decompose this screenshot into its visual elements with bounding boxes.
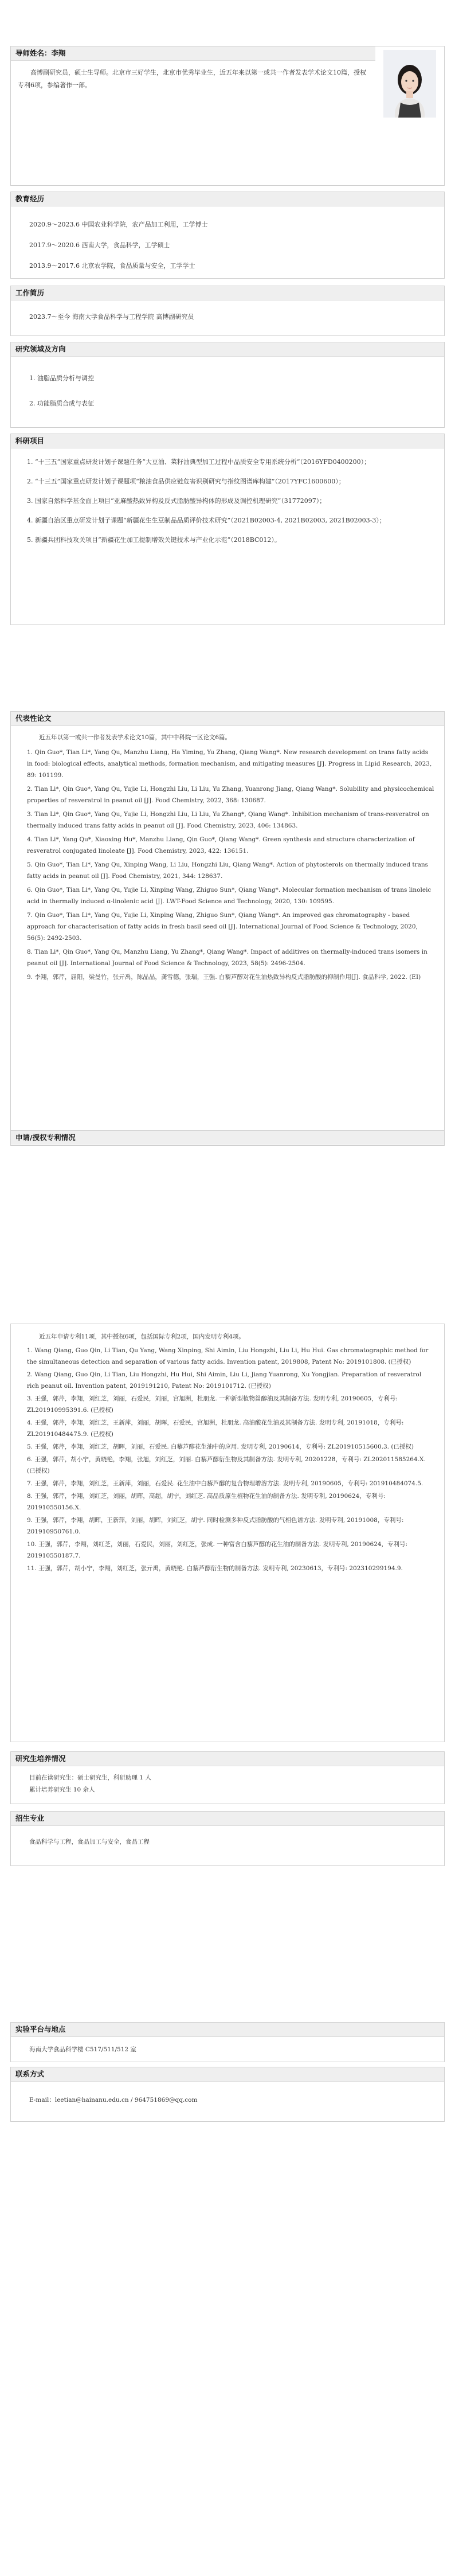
students-section — [10, 1751, 445, 1804]
research-heading: 研究领域及方向 — [11, 342, 444, 357]
project-item: 3. 国家自然科学基金面上项目“亚麻酸热致异构及反式脂肪酸异构体的形成及调控机理研究”（31772097）； — [27, 497, 326, 505]
education-item: 2013.9～2017.6 北京农学院，食品质量与安全，工学学士 — [29, 262, 195, 270]
work-item: 2023.7～至今 海南大学食品科学与工程学院 高博副研究员 — [29, 313, 194, 321]
project-item: 5. 新疆兵团科技攻关项目“新疆花生加工提制增效关键技术与产业化示范”（2018BC012）。 — [27, 536, 281, 544]
patent-item: 9. 王强，郭芹，李翔，胡晖，王新萍，刘丽，胡晖，刘红芝，胡宁. 同时检测多种反式脂肪酸的气相色谱方法. 发明专利, 20191008，专利号: 201910950761.0. — [27, 1517, 404, 1535]
patent-item: 2. Wang Qiang, Guo Qin, Li Tian, Liu Hongzhi, Hu Hui, Shi Aimin, Liu Li, Jiang Yuanrong, Xu Yongjian. Preparation of resveratrol rich peanut oil. Invention patent, 2019191210, Patent No: 2019101712. (已授权) — [27, 1371, 422, 1390]
projects-section — [10, 434, 445, 625]
paper-item: 4. Tian Li*, Yang Qu*, Xiaoxing Hu*, Manzhu Liang, Qin Guo*, Qiang Wang*. Green synthesis and structure characterization of resveratrol conjugated linoleate [J]. Food Chemistry, 2023, 422: 136151. — [27, 836, 415, 854]
enrollment-text: 食品科学与工程，食品加工与安全，食品工程 — [29, 1839, 150, 1845]
advisor-intro: 高博副研究员，硕士生导师。北京市三好学生，北京市优秀毕业生，近五年来以第一或共一作者发表学术论文10篇，授权专利6项，参编著作一部。 — [18, 69, 366, 89]
lab-section — [10, 2022, 445, 2062]
students-item: 累计培养研究生 10 余人 — [29, 1786, 95, 1793]
lab-heading: 实验平台与地点 — [11, 2023, 444, 2037]
paper-item: 5. Qin Guo*, Tian Li*, Yang Qu, Xinping Wang, Li Liu, Hongzhi Liu, Qiang Wang*. Action of phytosterols on thermally induced trans fatty acids in peanut oil [J]. Food Chemistry, 2021, 344: 128637. — [27, 861, 429, 880]
enrollment-section — [10, 1811, 445, 1866]
paper-item: 9. 李翔，郭芹，屈阳，梁曼竹，张亓禹，陈晶晶，龚雪德，张瑞，王强. 白藜芦醇对花生油热致异构反式脂肪酸的抑制作用[J]. 食品科学, 2022. (EI) — [27, 974, 421, 981]
project-item: 4. 新疆自治区重点研发计划子课题“新疆花生生豆制品品质评价技术研究”（2021B02003-4, 2021B02003, 2021B02003-3）； — [27, 517, 386, 524]
patent-item: 10. 王强，郭芹，李翔，刘红芝，刘丽，石爱民，刘丽，刘红芝，张成. 一种富含白藜芦醇的花生油的制备方法. 发明专利, 20190624，专利号: 201910550187.7. — [27, 1541, 408, 1559]
research-section — [10, 342, 445, 428]
representative-intro: 近五年以第一或共一作者发表学术论文10篇，其中中科院一区论文6篇。 — [39, 734, 232, 741]
projects-heading: 科研项目 — [11, 434, 444, 448]
education-heading: 教育经历 — [11, 192, 444, 206]
patent-item: 4. 王强，郭芹，李翔，刘红芝，王新萍，刘丽，胡晖，石爱民，宫旭洲，杜朋龙. 高油酸花生油及其制备方法. 发明专利, 20191018，专利号: ZL201910484475.9. (已授权) — [27, 1419, 404, 1438]
education-item: 2020.9～2023.6 中国农业科学院，农产品加工利用，工学博士 — [29, 221, 208, 228]
patent-item: 11. 王强，郭芹，胡小宁，李翔，刘红芝，张亓禹，黄晓艳. 白藜芦醇衍生物的制备方法. 发明专利, 20230613，专利号: 202310299194.9. — [27, 1565, 403, 1572]
paper-item: 8. Tian Li*, Qin Guo*, Yang Qu, Manzhu Liang, Yu Zhang*, Qiang Wang*. Impact of additives on thermally-induced trans isomers in peanut oil [J]. International Journal of Food Science & Technology, 2023, 58(5): 2496-2504. — [27, 949, 427, 967]
patent-item: 1. Wang Qiang, Guo Qin, Li Tian, Qu Yang, Wang Xinping, Shi Aimin, Liu Hongzhi, Liu Li, Hu Hui. Gas chromatographic method for the simultaneous detection and separation of various fatty acids. Invention patent, 2019808, Patent No: 2019101808. (已授权) — [27, 1347, 429, 1365]
patent-item: 7. 王强，郭芹，李翔，刘红芝，王新萍，刘丽，石爱民. 花生油中白藜芦醇的复合物理增溶方法. 发明专利, 20190605，专利号: 201910484074.5. — [27, 1480, 423, 1487]
project-item: 1. “十三五”国家重点研发计划子课题任务“大豆油、菜籽油典型加工过程中品质安全专用系统分析”（2016YFD0400200）； — [27, 458, 371, 466]
representative-heading: 代表性论文 — [11, 712, 444, 726]
advisor-section — [10, 46, 445, 186]
work-section — [10, 286, 445, 336]
patent-item: 3. 王强，郭芹，李翔，刘红芝，刘丽，石爱民，刘丽，宫旭洲，杜朋龙. 一种新型植物甾醇油及其制备方法. 发明专利, 20190605，专利号: ZL201910995391.6. (已授权) — [27, 1395, 398, 1414]
students-heading: 研究生培养情况 — [11, 1752, 444, 1766]
lab-text: 海南大学食品科学楼 C517/511/512 室 — [29, 2046, 136, 2053]
patents-heading-box — [10, 1131, 445, 1146]
paper-item: 2. Tian Li*, Qin Guo*, Yang Qu, Yujie Li, Hongzhi Liu, Li Liu, Yu Zhang, Yuanrong Jiang, Qiang Wang*. Solubility and physicochemical properties of resveratrol in peanut oil [J]. Food Chemistry, 2022, 368: 130687. — [27, 786, 434, 804]
representative-section — [10, 711, 445, 1131]
paper-item: 6. Qin Guo*, Tian Li*, Yang Qu, Yujie Li, Xinping Wang, Zhiguo Sun*, Qiang Wang*. Molecular formation mechanism of trans linoleic acid in thermally induced α-linolenic acid [J]. LWT-Food Science and Technology, 2020, 130: 109595. — [27, 887, 432, 905]
education-section — [10, 192, 445, 279]
patent-item: 8. 王强，郭芹，李翔，刘红芝，刘丽，胡晖，高超，胡宁，刘红芝. 高品质原生植物花生油的制备方法. 发明专利, 20190624，专利号: 201910550156.X. — [27, 1493, 386, 1511]
enrollment-heading: 招生专业 — [11, 1812, 444, 1826]
contact-section — [10, 2067, 445, 2122]
project-item: 2. “十三五”国家重点研发计划子课题项“粮油食品供应链危害识别研究与指纹图谱库构建”（2017YFC1600600）； — [27, 478, 345, 485]
patent-item: 6. 王强，郭芹，胡小宁，黄晓艳，李翔，张旭，刘红芝，刘丽. 白藜芦醇衍生物及其制备方法. 发明专利, 20201228，专利号: ZL202011585264.X. (已授权) — [27, 1456, 426, 1474]
contact-heading: 联系方式 — [11, 2067, 444, 2082]
advisor-heading: 导师姓名：李翔 — [11, 46, 375, 61]
paper-item: 1. Qin Guo*, Tian Li*, Yang Qu, Manzhu Liang, Ha Yiming, Yu Zhang, Qiang Wang*. New research development on trans fatty acids in food: biological effects, analytical methods, formation mechanism, and mitigating measures [J]. Progress in Lipid Research, 2023, 89: 101199. — [27, 749, 432, 779]
education-item: 2017.9～2020.6 西南大学，食品科学，工学硕士 — [29, 241, 170, 249]
patents-heading: 申请/授权专利情况 — [11, 1131, 444, 1145]
patents-intro: 近五年申请专利11项，其中授权6项，包括国际专利2项，国内发明专利4项。 — [39, 1333, 245, 1340]
portrait-image — [383, 50, 436, 118]
paper-item: 3. Tian Li*, Qin Guo*, Yang Qu, Yujie Li, Hongzhi Liu, Li Liu, Yu Zhang*, Qiang Wang*. Inhibition mechanism of trans-resveratrol on thermally induced trans fatty acids in peanut oil [J]. Food Chemistry, 2023, 406: 134863. — [27, 811, 429, 829]
patents-section — [10, 1324, 445, 1742]
advisor-photo — [383, 50, 436, 118]
paper-item: 7. Qin Guo*, Tian Li*, Yang Qu, Yujie Li, Xinping Wang, Zhiguo Sun*, Qiang Wang*. An improved gas chromatography - based approach for characterisation of fatty acids in fresh basil seed oil [J]. International Journal of Food Science & Technology, 2020, 56(5): 2492-2503. — [27, 912, 418, 942]
patent-item: 5. 王强，郭芹，李翔，刘红芝，胡晖，刘丽，石爱民. 白藜芦醇花生油中的应用. 发明专利, 20190614，专利号: ZL201910515600.3. (已授权) — [27, 1443, 414, 1450]
research-item: 2. 功能脂质合成与表征 — [29, 400, 94, 407]
contact-email: E-mail：leetian@hainanu.edu.cn / 964751869@qq.com — [29, 2097, 198, 2103]
students-item: 目前在读研究生：硕士研究生，科研助理 1 人 — [29, 1774, 151, 1781]
research-item: 1. 油脂品质分析与调控 — [29, 374, 94, 382]
work-heading: 工作简历 — [11, 286, 444, 300]
